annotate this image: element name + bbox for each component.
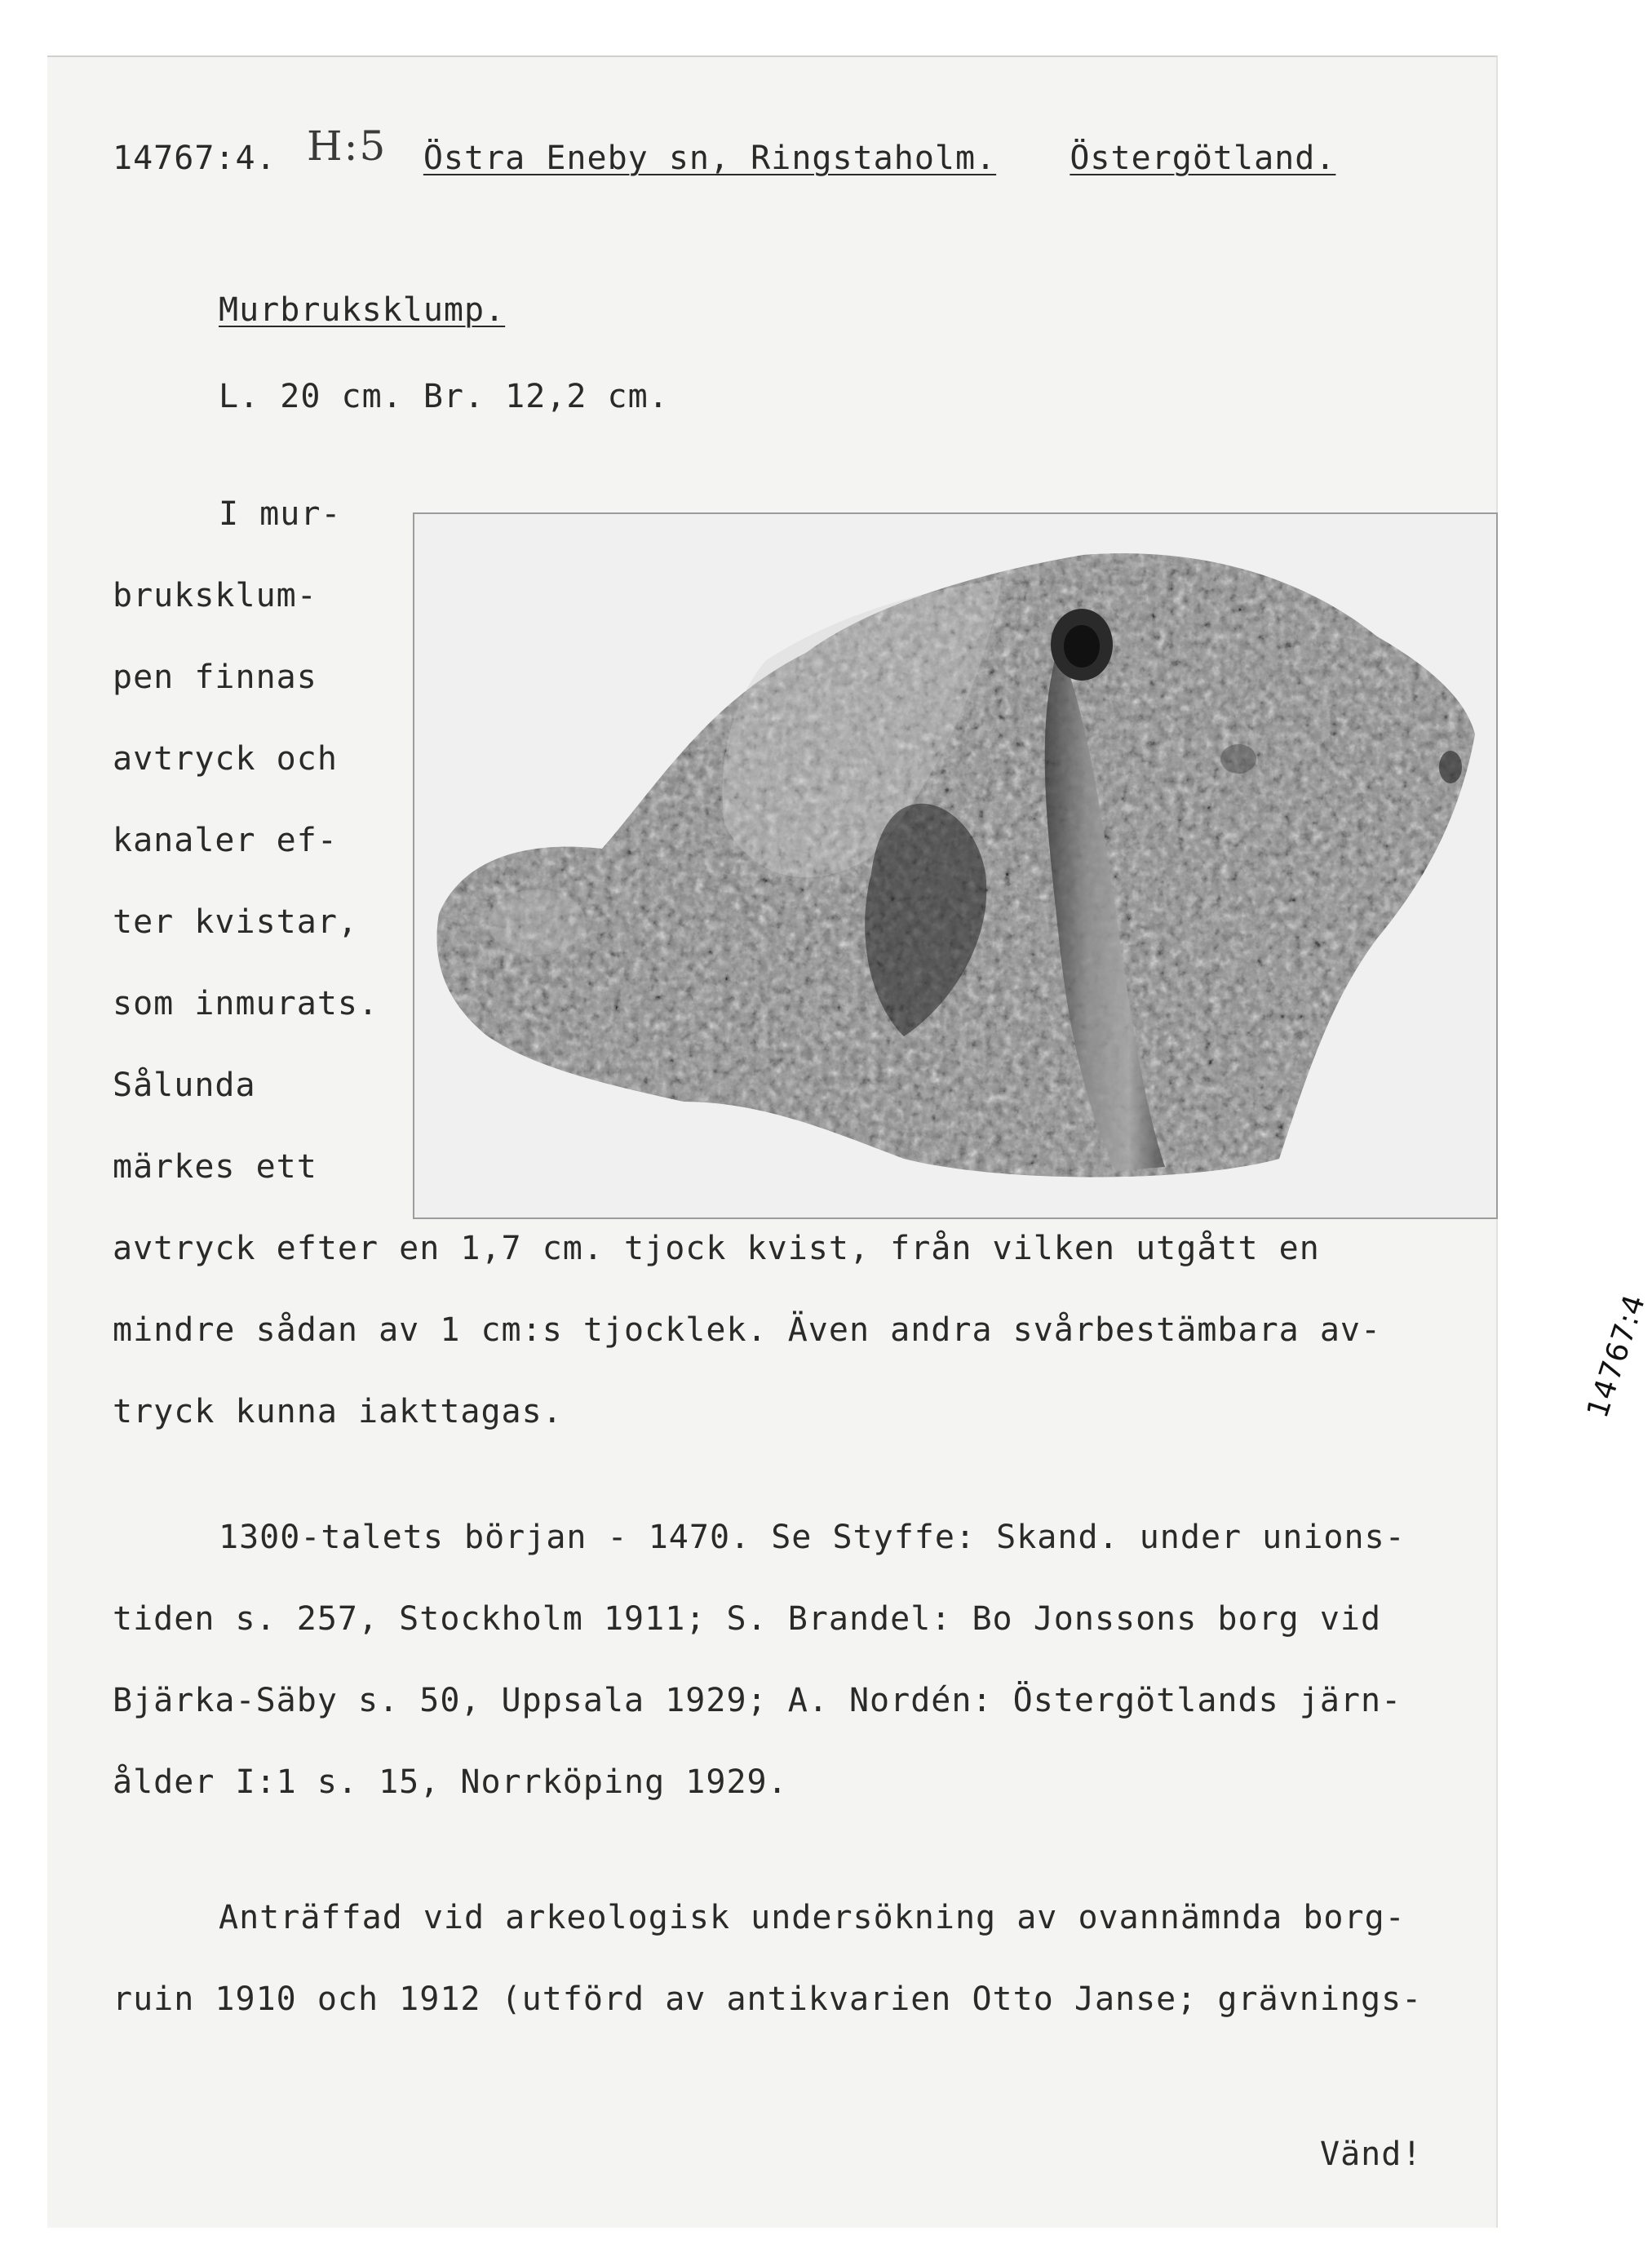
mortar-lump-image xyxy=(414,514,1496,1217)
side-line: Sålunda xyxy=(113,1067,256,1104)
find-line: ruin 1910 och 1912 (utförd av antikvarien Otto Janse; grävnings- xyxy=(113,1980,1423,2018)
turn-over-note: Vänd! xyxy=(1320,2136,1423,2173)
side-line: kanaler ef- xyxy=(113,822,338,859)
side-line: I mur- xyxy=(219,495,342,533)
side-line: bruksklum- xyxy=(113,577,317,614)
dating-line: ålder I:1 s. 15, Norrköping 1929. xyxy=(113,1763,788,1801)
description-line: avtryck efter en 1,7 cm. tjock kvist, från vilken utgått en xyxy=(113,1230,1320,1267)
object-name: Murbruksklump. xyxy=(219,291,506,329)
side-line: som inmurats. xyxy=(113,985,379,1022)
find-line: Anträffad vid arkeologisk undersökning av ovannämnda borg- xyxy=(219,1899,1406,1936)
card-header xyxy=(113,139,1335,178)
catalog-card xyxy=(47,55,1652,2228)
dating-line: 1300-talets början - 1470. Se Styffe: Skand. under unions- xyxy=(219,1519,1406,1556)
find-location: Östra Eneby sn, Ringstaholm. xyxy=(423,140,997,177)
province: Östergötland. xyxy=(1070,140,1336,177)
side-line: märkes ett xyxy=(113,1148,317,1186)
handwritten-note: H:5 xyxy=(307,122,388,170)
dating-line: Bjärka-Säby s. 50, Uppsala 1929; A. Nordén: Östergötlands järn- xyxy=(113,1682,1402,1719)
catalog-number: 14767:4. xyxy=(113,140,277,177)
description-line: tryck kunna iakttagas. xyxy=(113,1393,563,1430)
specimen-label: 14767:4 xyxy=(1581,1290,1652,1422)
description-line: mindre sådan av 1 cm:s tjocklek. Även andra svårbestämbara av- xyxy=(113,1311,1382,1349)
dating-line: tiden s. 257, Stockholm 1911; S. Brandel: Bo Jonssons borg vid xyxy=(113,1600,1382,1638)
object-dimensions: L. 20 cm. Br. 12,2 cm. xyxy=(219,378,669,415)
side-line: ter kvistar, xyxy=(113,903,358,941)
side-line: avtryck och xyxy=(113,740,338,778)
side-line: pen finnas xyxy=(113,659,317,696)
